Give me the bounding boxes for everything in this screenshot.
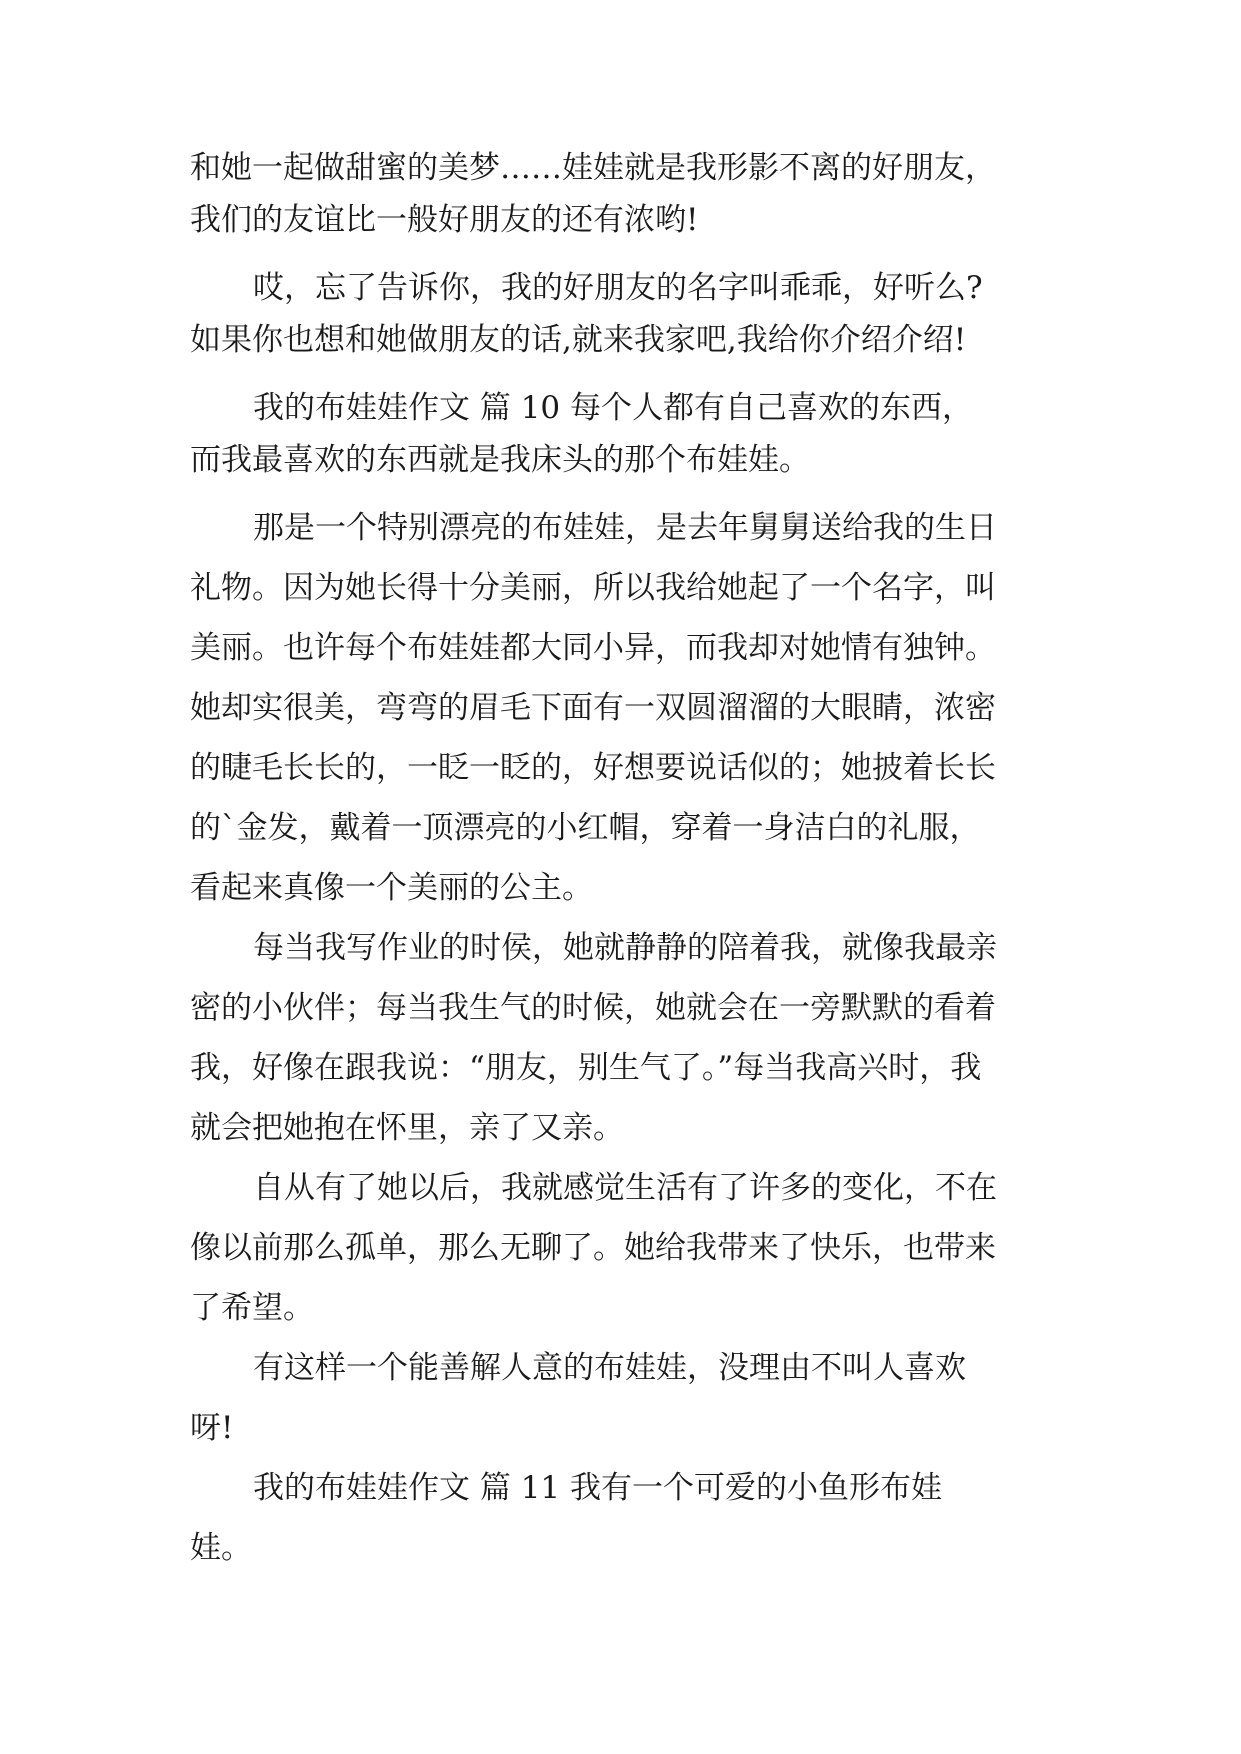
text-line: 我们的友谊比一般好朋友的还有浓哟! (190, 202, 699, 238)
text-line: 看起来真像一个美丽的公主。 (190, 870, 593, 906)
text-line: 我，好像在跟我说：“朋友，别生气了。”每当我高兴时，我 (190, 1050, 982, 1086)
text-line: 她却实很美，弯弯的眉毛下面有一双圆溜溜的大眼睛，浓密 (190, 690, 996, 726)
text-line: 的睫毛长长的，一眨一眨的，好想要说话似的；她披着长长 (190, 750, 996, 786)
text-line: 呀! (190, 1410, 234, 1446)
text-line: 密的小伙伴；每当我生气的时候，她就会在一旁默默的看着 (190, 990, 996, 1026)
text-line: 有这样一个能善解人意的布娃娃，没理由不叫人喜欢 (253, 1350, 966, 1386)
text-line: 和她一起做甜蜜的美梦……娃娃就是我形影不离的好朋友， (190, 150, 996, 186)
text-line: 而我最喜欢的东西就是我床头的那个布娃娃。 (190, 442, 810, 478)
text-line: 如果你也想和她做朋友的话,就来我家吧,我给你介绍介绍! (190, 322, 967, 358)
text-line: 每当我写作业的时侯，她就静静的陪着我，就像我最亲 (253, 930, 997, 966)
text-line: 像以前那么孤单，那么无聊了。她给我带来了快乐，也带来 (190, 1230, 996, 1266)
text-line: 那是一个特别漂亮的布娃娃，是去年舅舅送给我的生日 (253, 510, 997, 546)
text-line: 美丽。也许每个布娃娃都大同小异，而我却对她情有独钟。 (190, 630, 996, 666)
text-line: 了希望。 (190, 1290, 314, 1326)
text-line: 就会把她抱在怀里，亲了又亲。 (190, 1110, 624, 1146)
text-line: 娃。 (190, 1530, 252, 1566)
text-line: 哎，忘了告诉你，我的好朋友的名字叫乖乖，好听么? (253, 270, 983, 306)
text-line: 礼物。因为她长得十分美丽，所以我给她起了一个名字，叫 (190, 570, 996, 606)
section-heading-line: 我的布娃娃作文 篇 10 每个人都有自己喜欢的东西， (253, 390, 974, 426)
section-heading-line: 我的布娃娃作文 篇 11 我有一个可爱的小鱼形布娃 (253, 1470, 943, 1506)
text-line: 自从有了她以后，我就感觉生活有了许多的变化，不在 (253, 1170, 997, 1206)
text-line: 的`金发，戴着一顶漂亮的小红帽，穿着一身洁白的礼服， (190, 810, 981, 846)
